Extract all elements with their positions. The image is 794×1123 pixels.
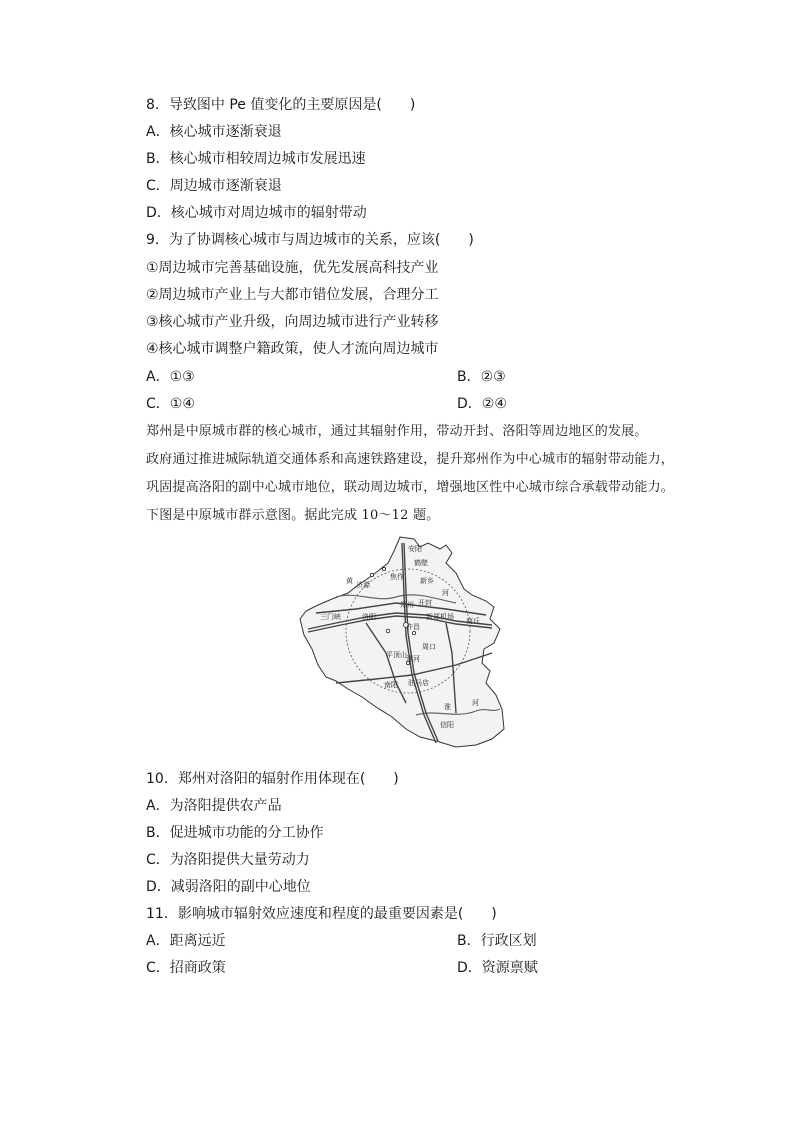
label-shangqiu: 商丘	[466, 617, 480, 625]
label-xinyang: 信阳	[440, 721, 454, 729]
q9-item-4: ④核心城市调整户籍政策，使人才流向周边城市	[146, 341, 439, 357]
passage-line-4: 下图是中原城市群示意图。据此完成 10～12 题。	[146, 508, 440, 523]
label-xuchang: 许昌	[406, 623, 420, 631]
q9-item-3: ③核心城市产业升级，向周边城市进行产业转移	[146, 314, 439, 330]
label-he2: 河	[472, 699, 479, 707]
passage-line-2: 政府通过推进城际轨道交通体系和高速铁路建设，提升郑州作为中心城市的辐射带动能力，	[146, 452, 675, 467]
q8-option-d: D．核心城市对周边城市的辐射带动	[146, 205, 367, 221]
label-zhoukou: 周口	[422, 643, 436, 651]
q8-stem: 8．导致图中 Pe 值变化的主要原因是( )	[146, 97, 416, 113]
passage-line-1: 郑州是中原城市群的核心城市，通过其辐射作用，带动开封、洛阳等周边地区的发展。	[146, 424, 648, 439]
label-huang: 黄	[346, 577, 353, 585]
label-kaifeng: 开封	[418, 599, 432, 607]
q9-item-2: ②周边城市产业上与大都市错位发展，合理分工	[146, 287, 439, 303]
q9-item-1: ①周边城市完善基础设施，优先发展高科技产业	[146, 260, 439, 276]
q10-option-b: B．促进城市功能的分工协作	[146, 825, 324, 841]
label-zhumadian: 驻马店	[408, 679, 429, 687]
q9-option-d: D．②④	[457, 396, 507, 412]
q9-option-c: C．①④	[146, 396, 195, 412]
label-jiaozuo: 焦作	[390, 573, 404, 581]
q10-stem: 10．郑州对洛阳的辐射作用体现在( )	[146, 771, 399, 787]
label-xinzheng: 新郑机场	[426, 613, 454, 621]
province-outline	[300, 537, 504, 747]
q10-option-d: D．减弱洛阳的副中心地位	[146, 879, 311, 895]
passage-line-3: 巩固提高洛阳的副中心城市地位，联动周边城市，增强地区性中心城市综合承载带动能力。	[146, 480, 675, 495]
q11-option-c: C．招商政策	[146, 960, 226, 976]
q11-stem: 11．影响城市辐射效应速度和程度的最重要因素是( )	[146, 906, 497, 922]
label-hebi: 鹤壁	[414, 559, 428, 567]
label-luoyang: 洛阳	[362, 613, 376, 621]
label-nanyang: 南阳	[384, 681, 398, 689]
q10-option-a: A．为洛阳提供农产品	[146, 798, 282, 814]
q8-option-a: A．核心城市逐渐衰退	[146, 124, 282, 140]
label-pingdingshan: 平顶山	[386, 651, 407, 659]
label-huai: 淮	[444, 703, 451, 711]
label-zhengzhou: 郑州	[400, 601, 414, 609]
label-sanmenxia: 三门峡	[320, 613, 341, 621]
central-plains-city-map	[296, 533, 508, 751]
q9-option-b: B．②③	[457, 369, 506, 385]
label-anyang: 安阳	[408, 545, 422, 553]
q11-option-a: A．距离远近	[146, 933, 226, 949]
label-he: 河	[442, 589, 449, 597]
label-xinxiang: 新乡	[420, 577, 434, 585]
q10-option-c: C．为洛阳提供大量劳动力	[146, 852, 310, 868]
q8-option-b: B．核心城市相较周边城市发展迅速	[146, 151, 366, 167]
q9-option-a: A．①③	[146, 369, 195, 385]
q11-option-b: B．行政区划	[457, 933, 537, 949]
q8-option-c: C．周边城市逐渐衰退	[146, 178, 282, 194]
q9-stem: 9．为了协调核心城市与周边城市的关系，应该( )	[146, 232, 474, 248]
label-luohe: 漯河	[406, 655, 420, 663]
q11-option-d: D．资源禀赋	[457, 960, 538, 976]
label-jiyuan: 济源	[356, 581, 370, 589]
